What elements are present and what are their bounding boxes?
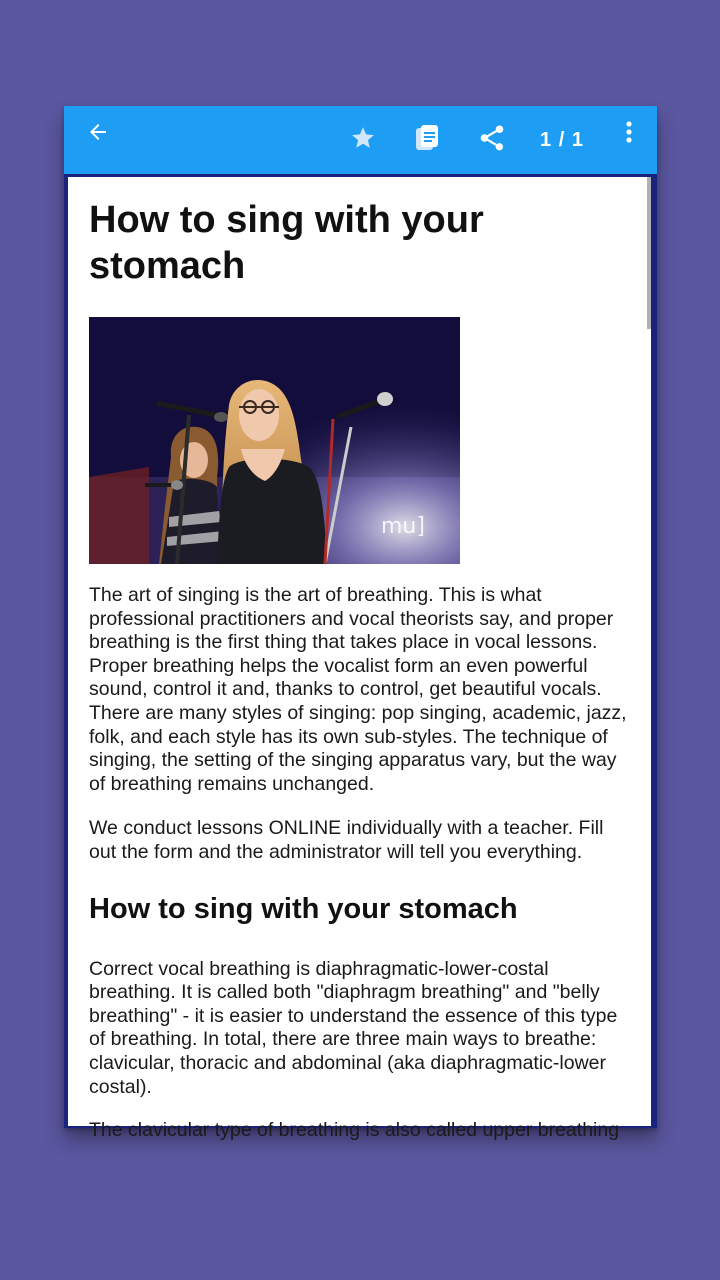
- image-watermark: mu]: [381, 514, 425, 539]
- overflow-menu-button[interactable]: [617, 106, 641, 162]
- favorite-button[interactable]: [346, 106, 380, 174]
- paragraph: The clavicular type of breathing is also called upper breathing: [89, 1119, 620, 1142]
- paragraph: We conduct lessons ONLINE individually with a teacher. Fill out the form and the administrator will tell you everything.: [89, 817, 604, 863]
- page-indicator: 1 / 1: [540, 128, 584, 151]
- section-heading: How to sing with your stomach: [89, 892, 518, 925]
- more-vertical-icon: [625, 120, 633, 149]
- article-window: [64, 106, 657, 1142]
- arrow-left-icon: [86, 120, 110, 149]
- star-icon: [350, 125, 376, 156]
- contents-button[interactable]: [410, 106, 444, 174]
- paragraph: The art of singing is the art of breathing. This is what professional practitioners and vocal theorists say, and proper breathing is the first thing that takes place in vocal lessons. Proper breathing helps the vocalist form an even powerful sound, control it and, thanks to control, get beautiful vocals. There are many styles of singing: pop singing, academic, jazz, folk, and each style has its own sub-styles. The technique of singing, the setting of the singing apparatus vary, but the way of breathing remains unchanged.: [89, 584, 627, 795]
- share-button[interactable]: [474, 106, 510, 174]
- article-body: [89, 177, 634, 1143]
- article-title: How to sing with your stomach: [89, 199, 484, 287]
- scrollbar[interactable]: [647, 177, 651, 329]
- share-icon: [477, 123, 507, 158]
- article-image: [89, 317, 460, 564]
- app-toolbar: [64, 106, 657, 177]
- back-button[interactable]: [80, 106, 116, 162]
- paragraph: Correct vocal breathing is diaphragmatic-lower-costal breathing. It is called both "diaphragm breathing" and "belly breathing" - it is easier to understand the essence of this type of breathing. In total, there are three main ways to breathe: clavicular, thoracic and abdominal (aka diaphragmatic-lower costal).: [89, 957, 618, 1098]
- article-content[interactable]: [68, 177, 651, 1142]
- document-icon: [413, 123, 441, 158]
